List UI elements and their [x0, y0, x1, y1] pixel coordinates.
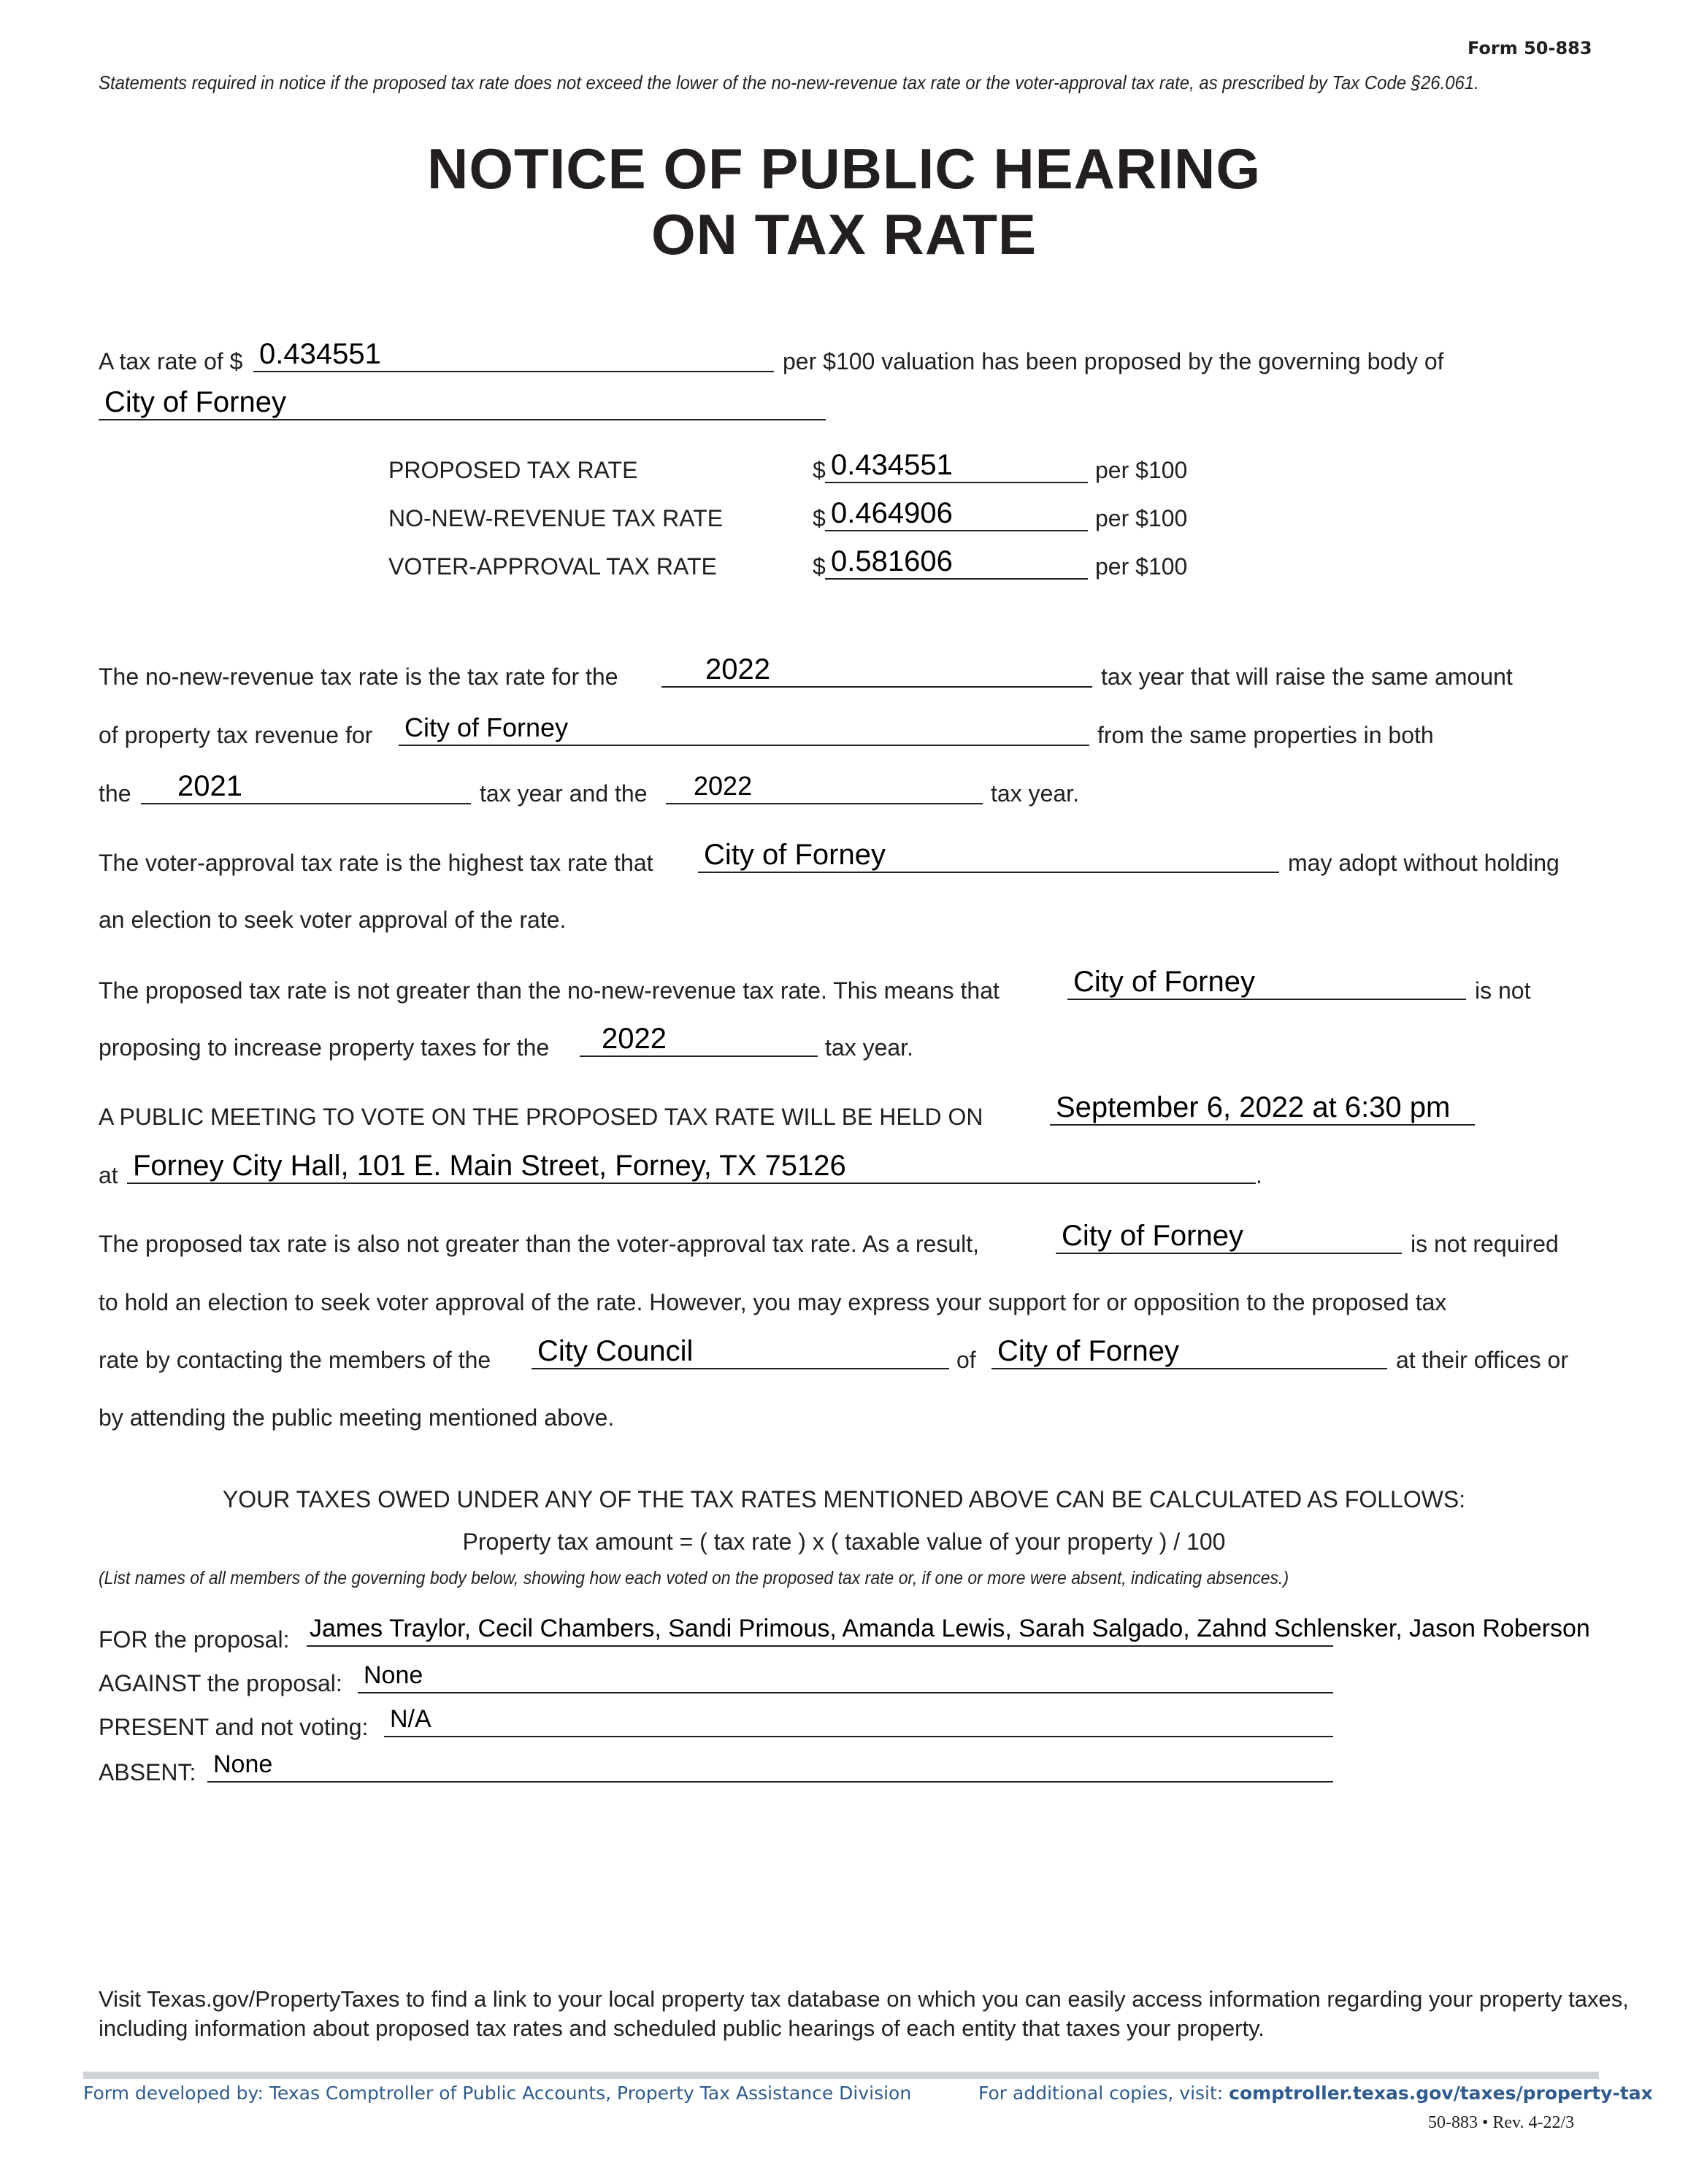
- nnr-text-a: The no-new-revenue tax rate is the tax rate for the: [99, 664, 618, 690]
- va2-text-d: rate by contacting the members of the: [99, 1347, 491, 1373]
- footer-copies-label: For additional copies, visit:: [978, 2083, 1224, 2104]
- nnr-text-d: from the same properties in both: [1097, 722, 1434, 748]
- nnr-text-c: of property tax revenue for: [99, 722, 373, 748]
- prop-entity-field[interactable]: City of Forney: [1067, 965, 1466, 1000]
- nnr-text-b: tax year that will raise the same amount: [1101, 664, 1513, 690]
- prior-year-field[interactable]: 2021: [141, 769, 471, 804]
- va2-text-c: to hold an election to seek voter approval of the rate. However, you may express your support for or opposition to the proposed tax: [99, 1289, 1447, 1315]
- meeting-period: .: [1256, 1162, 1262, 1188]
- present-label: PRESENT and not voting:: [99, 1714, 369, 1740]
- page-title-line2: ON TAX RATE: [651, 202, 1037, 266]
- meeting-at: at: [99, 1162, 118, 1188]
- for-field[interactable]: James Traylor, Cecil Chambers, Sandi Primous, Amanda Lewis, Sarah Salgado, Zahnd Schlensker, Jason Roberson: [310, 1615, 1590, 1642]
- prop-year-field[interactable]: 2022: [580, 1022, 818, 1057]
- page-title-line1: NOTICE OF PUBLIC HEARING: [426, 136, 1261, 201]
- nnr-text-e: the: [99, 780, 131, 807]
- meeting-text: A PUBLIC MEETING TO VOTE ON THE PROPOSED TAX RATE WILL BE HELD ON: [99, 1104, 983, 1130]
- prop-text-c: proposing to increase property taxes for the: [99, 1034, 550, 1061]
- against-field[interactable]: None: [358, 1658, 1333, 1693]
- nnr-year-field[interactable]: 2022: [661, 653, 1092, 688]
- va-text-c: an election to seek voter approval of the rate.: [99, 907, 567, 933]
- per-100-label: per $100: [1095, 505, 1188, 531]
- va-text-b: may adopt without holding: [1288, 850, 1560, 876]
- for-label: FOR the proposal:: [99, 1626, 290, 1653]
- va2-text-b: is not required: [1411, 1231, 1559, 1257]
- va2-text-e: at their offices or: [1396, 1347, 1568, 1373]
- proposed-rate-field[interactable]: 0.434551: [253, 337, 774, 372]
- rate-intro-text-2: per $100 valuation has been proposed by the governing body of: [783, 348, 1444, 374]
- footer-copies: [978, 2083, 1653, 2104]
- va-entity-field[interactable]: City of Forney: [698, 838, 1279, 873]
- against-label: AGAINST the proposal:: [99, 1670, 342, 1696]
- footer-developer: Form developed by: Texas Comptroller of Public Accounts, Property Tax Assistance Division: [83, 2083, 912, 2104]
- intro-note: Statements required in notice if the proposed tax rate does not exceed the lower of the no-new-revenue tax rate or the voter-approval tax rate, as prescribed by Tax Code §26.061.: [99, 72, 1479, 93]
- visit-text: Visit Texas.gov/PropertyTaxes to find a link to your local property tax database on which you can easily access information regarding your property taxes, including information about proposed tax rates and scheduled public hearings of each entity that taxes your property.: [99, 1986, 1629, 2041]
- va2-entity2-field[interactable]: City of Forney: [991, 1334, 1387, 1369]
- va2-text-f: by attending the public meeting mentioned above.: [99, 1404, 615, 1431]
- nnr-text-f: tax year and the: [480, 780, 648, 807]
- meeting-location-field[interactable]: Forney City Hall, 101 E. Main Street, Forney, TX 75126: [127, 1149, 1256, 1184]
- prop-text-d: tax year.: [825, 1034, 913, 1061]
- governing-body-field[interactable]: City of Forney: [99, 385, 826, 420]
- taxes-heading: YOUR TAXES OWED UNDER ANY OF THE TAX RATES MENTIONED ABOVE CAN BE CALCULATED AS FOLLOWS:: [222, 1486, 1466, 1512]
- prop-text-a: The proposed tax rate is not greater than the no-new-revenue tax rate. This means that: [99, 977, 1000, 1004]
- va2-of: of: [956, 1347, 976, 1373]
- va2-text-a: The proposed tax rate is also not greater than the voter-approval tax rate. As a result,: [99, 1231, 979, 1257]
- absent-label: ABSENT:: [99, 1759, 196, 1785]
- taxes-note: (List names of all members of the governing body below, showing how each voted on the proposed tax rate or, if one or more were absent, indicating absences.): [99, 1568, 1289, 1588]
- present-field[interactable]: N/A: [384, 1702, 1333, 1737]
- current-year-field[interactable]: 2022: [666, 769, 983, 804]
- council-field[interactable]: City Council: [532, 1334, 949, 1369]
- footer-copies-link[interactable]: comptroller.texas.gov/taxes/property-tax: [1229, 2083, 1653, 2104]
- absent-field[interactable]: None: [207, 1747, 1333, 1783]
- per-100-label: per $100: [1095, 457, 1188, 483]
- meeting-date-field[interactable]: September 6, 2022 at 6:30 pm: [1050, 1091, 1475, 1126]
- footer-divider: [83, 2072, 1599, 2079]
- prop-text-b: is not: [1475, 977, 1531, 1004]
- rate-intro-text: A tax rate of $: [99, 348, 243, 374]
- rate-label-va: VOTER-APPROVAL TAX RATE: [388, 553, 717, 580]
- dollar-sign: $: [813, 457, 826, 483]
- nnr-entity-field[interactable]: City of Forney: [399, 711, 1089, 746]
- rate-label-proposed: PROPOSED TAX RATE: [388, 457, 638, 483]
- taxes-formula: Property tax amount = ( tax rate ) x ( taxable value of your property ) / 100: [462, 1529, 1226, 1555]
- dollar-sign: $: [813, 553, 826, 580]
- nnr-text-g: tax year.: [991, 780, 1079, 807]
- va-rate-value[interactable]: 0.581606: [825, 545, 1088, 580]
- nnr-rate-value[interactable]: 0.464906: [825, 496, 1088, 531]
- proposed-rate-value[interactable]: 0.434551: [825, 448, 1088, 483]
- rate-label-nnr: NO-NEW-REVENUE TAX RATE: [388, 505, 724, 531]
- va2-entity-field[interactable]: City of Forney: [1056, 1219, 1402, 1254]
- form-number: Form 50-883: [1468, 38, 1592, 58]
- revision-number: 50-883 • Rev. 4-22/3: [1428, 2113, 1575, 2132]
- dollar-sign: $: [813, 505, 826, 531]
- va-text-a: The voter-approval tax rate is the highest tax rate that: [99, 850, 653, 876]
- per-100-label: per $100: [1095, 553, 1188, 580]
